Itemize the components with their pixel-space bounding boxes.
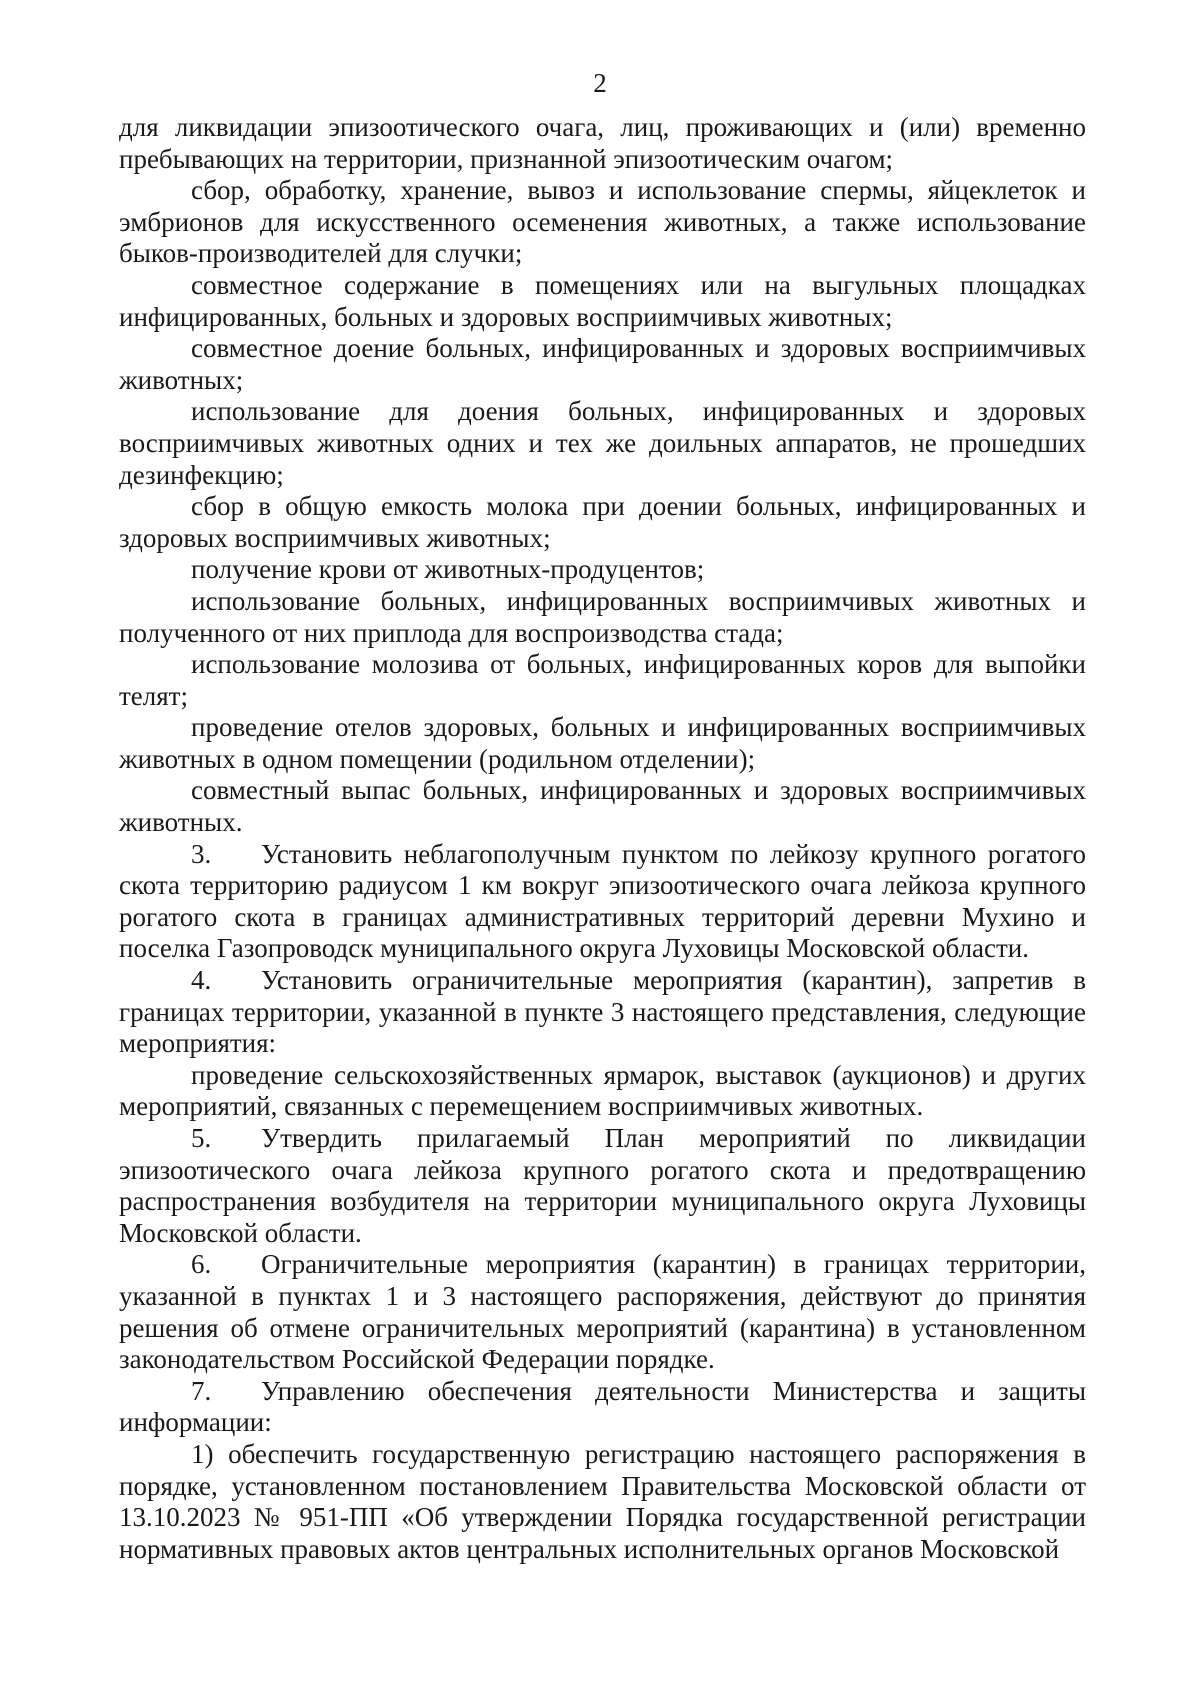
paragraph-number: 6. (191, 1249, 212, 1280)
paragraph-list-item: совместное содержание в помещениях или на выгульных площадках инфицированных, больных и здоровых восприимчивых животных; (119, 269, 1086, 332)
paragraph-list-item: использование для доения больных, инфицированных и здоровых восприимчивых животных одних и тех же доильных аппаратов, не прошедших дезинфекцию; (119, 396, 1086, 490)
numbered-paragraph-3 (119, 839, 1086, 965)
paragraph-list-item: сбор в общую емкость молока при доении больных, инфицированных и здоровых восприимчивых животных; (119, 491, 1086, 553)
paragraph-text: Установить ограничительные мероприятия (карантин), запретив в границах территории, указанной в пункте 3 настоящего представления, следующие мероприятия: (119, 965, 1086, 1059)
paragraph-list-item: проведение сельскохозяйственных ярмарок, выставок (аукционов) и других мероприятий, связанных с перемещением восприимчивых животных. (119, 1059, 1086, 1122)
page-number: 2 (593, 68, 607, 98)
paragraph-text: Утвердить прилагаемый План мероприятий по ликвидации эпизоотического очага лейкоза крупного рогатого скота и предотвращению распространения возбудителя на территории муниципального округа Луховицы Московской области. (119, 1123, 1086, 1248)
paragraph-number: 7. (191, 1375, 212, 1406)
document-body (119, 112, 1086, 1565)
paragraph-list-item: проведение отелов здоровых, больных и инфицированных восприимчивых животных в одном помещении (родильном отделении); (119, 712, 1086, 774)
paragraph-list-item: использование молозива от больных, инфицированных коров для выпойки телят; (119, 649, 1086, 711)
paragraph-number: 4. (191, 965, 212, 996)
paragraph-number: 5. (191, 1123, 212, 1153)
paragraph-list-item: сбор, обработку, хранение, вывоз и использование спермы, яйцеклеток и эмбрионов для искусственного осеменения животных, а также использование быков-производителей для случки; (119, 175, 1086, 269)
paragraph-number: 3. (191, 838, 212, 869)
paragraph-list-item: использование больных, инфицированных восприимчивых животных и полученного от них приплода для воспроизводства стада; (119, 585, 1086, 648)
paragraph-continuation: для ликвидации эпизоотического очага, лиц, проживающих и (или) временно пребывающих на территории, признанной эпизоотическим очагом; (119, 112, 1086, 174)
numbered-paragraph-6 (119, 1249, 1086, 1375)
numbered-paragraph-5 (119, 1123, 1086, 1249)
paragraph-list-item: получение крови от животных-продуцентов; (191, 554, 705, 585)
paragraph-text: Ограничительные мероприятия (карантин) в границах территории, указанной в пунктах 1 и 3 настоящего распоряжения, действуют до принятия решения об отмене ограничительных мероприятий (карантина) в установленном законодательством Российской Федерации порядке. (119, 1249, 1086, 1375)
paragraph-text: Установить неблагополучным пунктом по лейкозу крупного рогатого скота территорию радиусом 1 км вокруг эпизоотического очага лейкоза крупного рогатого скота в границах административных территорий деревни Мухино и поселка Газопроводск муниципального округа Луховицы Московской области. (119, 838, 1086, 964)
numbered-paragraph-4 (119, 965, 1086, 1060)
paragraph-list-item: совместный выпас больных, инфицированных и здоровых восприимчивых животных. (119, 775, 1086, 838)
numbered-paragraph-7 (119, 1376, 1086, 1439)
paragraph-text: Управлению обеспечения деятельности Министерства и защиты информации: (119, 1375, 1086, 1438)
paragraph-sub-item-1: 1) обеспечить государственную регистрацию настоящего распоряжения в порядке, установленном постановлением Правительства Московской области от 13.10.2023 № 951-ПП «Об утверждении Порядка государственной регистрации нормативных правовых актов центральных исполнительных органов Московской (119, 1438, 1086, 1564)
paragraph-list-item: совместное доение больных, инфицированных и здоровых восприимчивых животных; (119, 333, 1086, 395)
